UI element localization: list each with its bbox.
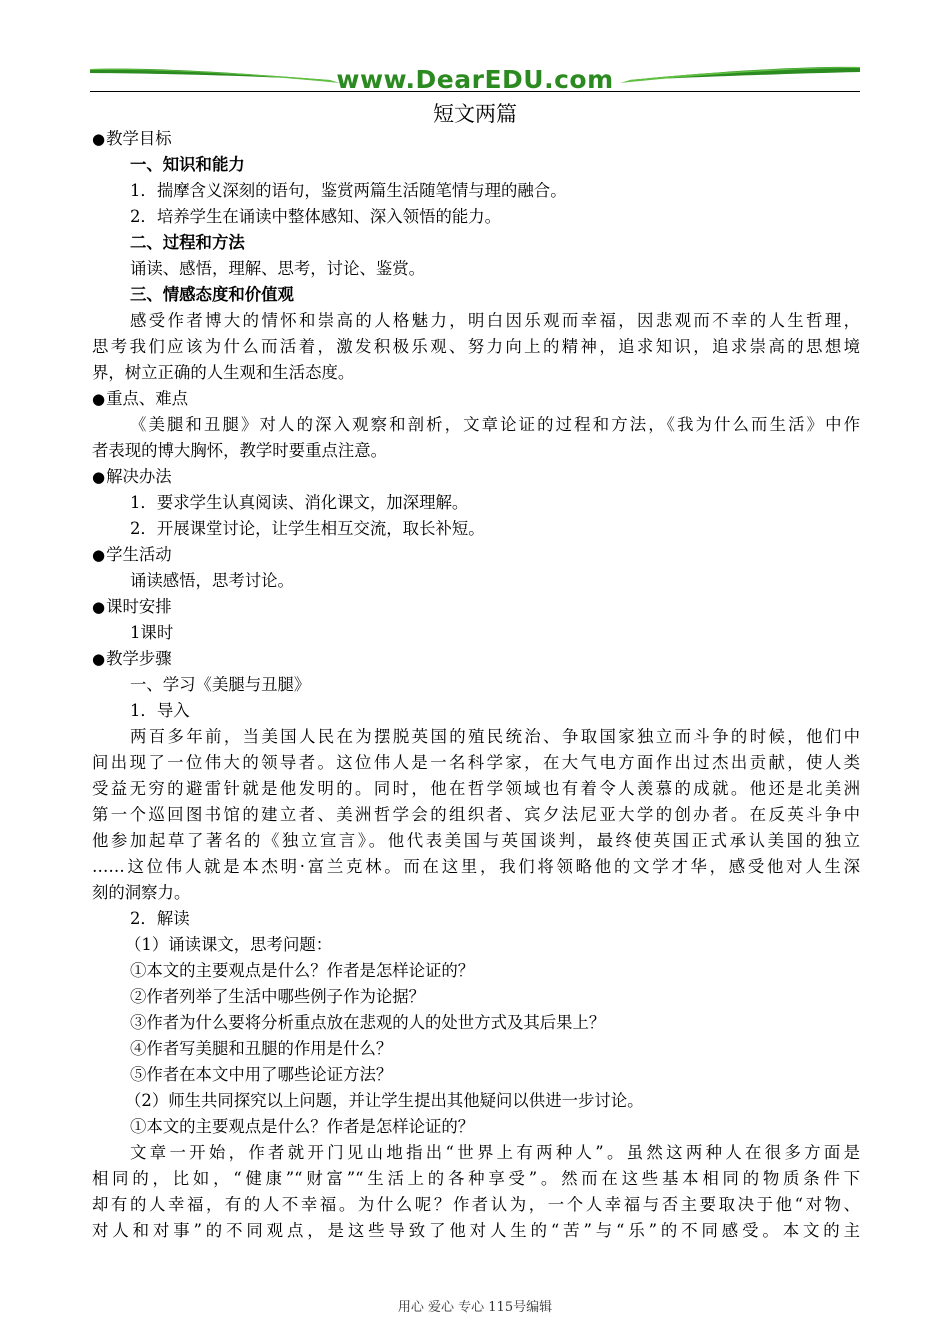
header-rule bbox=[90, 91, 860, 92]
paragraph-line: 界，树立正确的人生观和生活态度。 bbox=[92, 363, 355, 382]
text-line: （2）师生共同探究以上问题，并让学生提出其他疑问以供进一步讨论。 bbox=[125, 1091, 644, 1110]
site-logo-text: www.DearEDU.com bbox=[336, 65, 614, 94]
section-heading-text: 学生活动 bbox=[106, 545, 172, 564]
section-heading-text: 教学目标 bbox=[106, 129, 172, 148]
bullet-icon: ● bbox=[92, 468, 106, 486]
document-body bbox=[92, 126, 860, 1244]
text-line: 2．培养学生在诵读中整体感知、深入领悟的能力。 bbox=[130, 207, 502, 226]
section-heading-text: 课时安排 bbox=[106, 597, 172, 616]
paragraph-line: 思考我们应该为什么而活着，激发积极乐观、努力向上的精神，追求知识，追求崇高的思想境 bbox=[92, 337, 860, 356]
site-header-banner bbox=[90, 64, 860, 94]
section-heading-text: 重点、难点 bbox=[106, 389, 189, 408]
section-heading bbox=[92, 386, 860, 412]
text-line: （1）诵读课文，思考问题： bbox=[125, 935, 333, 954]
paragraph-line: 感受作者博大的情怀和崇高的人格魅力，明白因乐观而幸福，因悲观而不幸的人生哲理， bbox=[130, 311, 860, 330]
paragraph-line: 文章一开始，作者就开门见山地指出“世界上有两种人”。虽然这两种人在很多方面是 bbox=[130, 1143, 860, 1162]
section-heading-text: 教学步骤 bbox=[106, 649, 172, 668]
paragraph-line: 相同的，比如，“健康”“财富”“生活上的各种享受”。然而在这些基本相同的物质条件下 bbox=[92, 1169, 860, 1188]
section-heading bbox=[92, 126, 860, 152]
section-heading bbox=[92, 594, 860, 620]
paragraph-line: 他参加起草了著名的《独立宣言》。他代表美国与英国谈判，最终使英国正式承认美国的独立 bbox=[92, 831, 860, 850]
paragraph-line: ……这位伟人就是本杰明·富兰克林。而在这里，我们将领略他的文学才华，感受他对人生深 bbox=[92, 857, 860, 876]
paragraph-line: 对人和对事”的不同观点，是这些导致了他对人生的“苦”与“乐”的不同感受。本文的主 bbox=[92, 1221, 860, 1240]
text-line: ①本文的主要观点是什么？作者是怎样论证的？ bbox=[130, 961, 475, 980]
text-line: ①本文的主要观点是什么？作者是怎样论证的？ bbox=[130, 1117, 475, 1136]
paragraph-line: 《美腿和丑腿》对人的深入观察和剖析，文章论证的过程和方法，《我为什么而生活》中作 bbox=[130, 415, 860, 434]
paragraph-line: 第一个巡回图书馆的建立者、美洲哲学会的组织者、宾夕法尼亚大学的创办者。在反英斗争中 bbox=[92, 805, 860, 824]
text-line: ⑤作者在本文中用了哪些论证方法？ bbox=[130, 1065, 393, 1084]
text-line: 一、学习《美腿与丑腿》 bbox=[130, 675, 311, 694]
bullet-icon: ● bbox=[92, 546, 106, 564]
text-line: 2．解读 bbox=[130, 909, 190, 928]
text-line: ③作者为什么要将分析重点放在悲观的人的处世方式及其后果上？ bbox=[130, 1013, 606, 1032]
bullet-icon: ● bbox=[92, 390, 106, 408]
paragraph-line: 两百多年前，当美国人民在为摆脱英国的殖民统治、争取国家独立而斗争的时候，他们中 bbox=[130, 727, 860, 746]
text-line: 1．揣摩含义深刻的语句，鉴赏两篇生活随笔情与理的融合。 bbox=[130, 181, 567, 200]
subsection-heading: 一、知识和能力 bbox=[130, 155, 245, 174]
paragraph-line: 间出现了一位伟大的领导者。这位伟人是一名科学家，在大气电方面作出过杰出贡献，使人类 bbox=[92, 753, 860, 772]
section-heading bbox=[92, 542, 860, 568]
text-line: 诵读感悟，思考讨论。 bbox=[130, 571, 294, 590]
paragraph-line: 者表现的博大胸怀，教学时要重点注意。 bbox=[92, 441, 388, 460]
section-heading bbox=[92, 464, 860, 490]
paragraph-line: 刻的洞察力。 bbox=[92, 883, 191, 902]
document-title: 短文两篇 bbox=[433, 102, 517, 126]
bullet-icon: ● bbox=[92, 130, 106, 148]
paragraph-line: 受益无穷的避雷针就是他发明的。同时，他在哲学领域也有着令人羡慕的成就。他还是北美洲 bbox=[92, 779, 860, 798]
bullet-icon: ● bbox=[92, 650, 106, 668]
paragraph-line: 却有的人幸福，有的人不幸福。为什么呢？作者认为，一个人幸福与否主要取决于他“对物、 bbox=[92, 1195, 860, 1214]
bullet-icon: ● bbox=[92, 598, 106, 616]
text-line: 1．导入 bbox=[130, 701, 190, 720]
text-line: 2．开展课堂讨论，让学生相互交流，取长补短。 bbox=[130, 519, 485, 538]
page-footer: 用心 爱心 专心 115号编辑 bbox=[397, 1300, 553, 1315]
text-line: ②作者列举了生活中哪些例子作为论据？ bbox=[130, 987, 426, 1006]
section-heading-text: 解决办法 bbox=[106, 467, 172, 486]
subsection-heading: 二、过程和方法 bbox=[130, 233, 245, 252]
text-line: 1．要求学生认真阅读、消化课文，加深理解。 bbox=[130, 493, 469, 512]
section-heading bbox=[92, 646, 860, 672]
text-line: ④作者写美腿和丑腿的作用是什么？ bbox=[130, 1039, 393, 1058]
subsection-heading: 三、情感态度和价值观 bbox=[130, 285, 294, 304]
text-line: 诵读、感悟，理解、思考，讨论、鉴赏。 bbox=[130, 259, 426, 278]
text-line: 1课时 bbox=[130, 623, 174, 642]
